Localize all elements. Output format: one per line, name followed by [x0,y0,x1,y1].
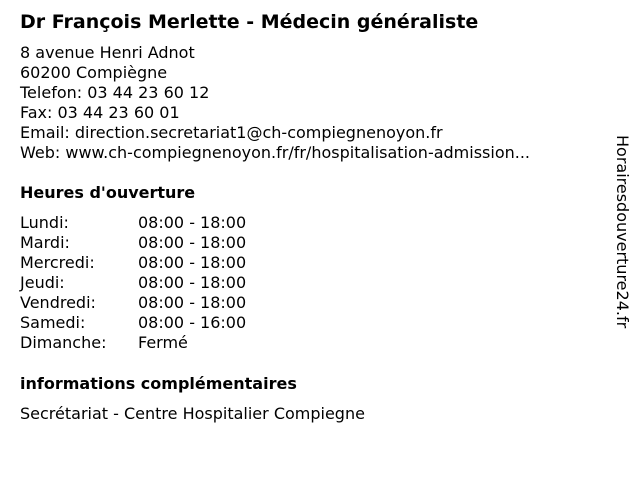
day-label: Jeudi: [20,273,65,292]
day-label: Mardi: [20,233,70,252]
site-watermark: Horairesdouverture24.fr [613,135,632,329]
day-label: Samedi: [20,313,86,332]
info-heading: informations complémentaires [20,374,297,393]
day-label: Vendredi: [20,293,96,312]
hours-heading: Heures d'ouverture [20,183,196,202]
phone-number: Telefon: 03 44 23 60 12 [20,83,210,102]
time-value: 08:00 - 18:00 [138,213,247,232]
info-text: Secrétariat - Centre Hospitalier Compiegne [20,404,365,423]
day-label: Dimanche: [20,333,107,352]
time-value: 08:00 - 18:00 [138,233,247,252]
street-address: 8 avenue Henri Adnot [20,43,195,62]
page-title: Dr François Merlette - Médecin généraliste [20,11,479,33]
time-value: 08:00 - 18:00 [138,253,247,272]
time-value: 08:00 - 18:00 [138,273,247,292]
time-value: 08:00 - 18:00 [138,293,247,312]
time-value: Fermé [138,333,188,352]
city-address: 60200 Compiègne [20,63,168,82]
fax-number: Fax: 03 44 23 60 01 [20,103,180,122]
website-link[interactable]: Web: www.ch-compiegnenoyon.fr/fr/hospitalisation-admission... [20,143,531,162]
address-block [20,43,530,163]
day-label: Lundi: [20,213,69,232]
day-label: Mercredi: [20,253,95,272]
email-address: Email: direction.secretariat1@ch-compiegnenoyon.fr [20,123,443,142]
time-value: 08:00 - 16:00 [138,313,247,332]
